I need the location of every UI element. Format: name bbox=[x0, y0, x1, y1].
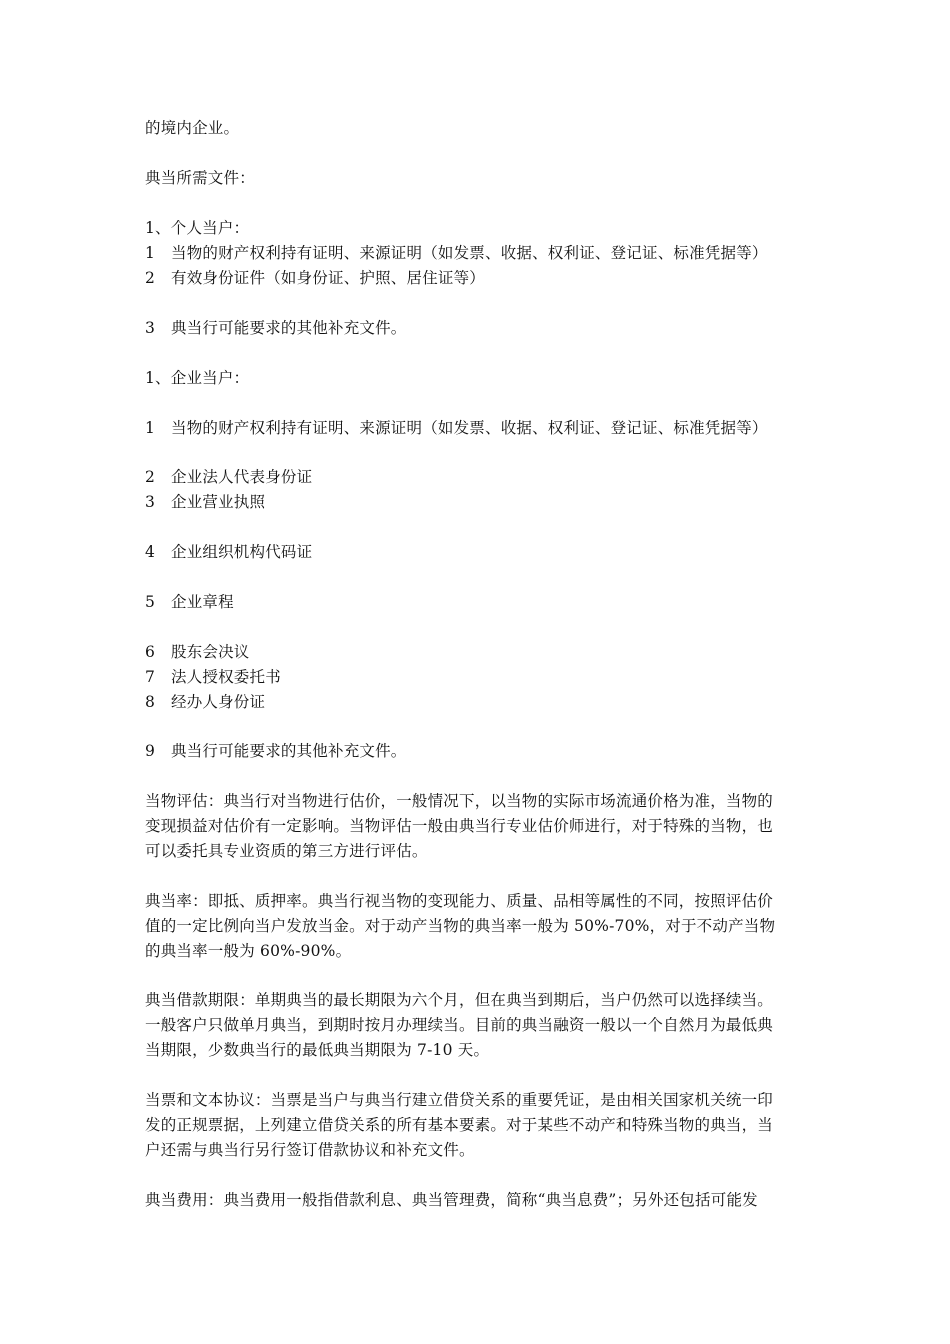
list-item: 3 典当行可能要求的其他补充文件。 bbox=[145, 319, 407, 337]
paragraph-line: 发的正规票据，上列建立借贷关系的所有基本要素。对于某些不动产和特殊当物的典当，当 bbox=[145, 1116, 774, 1134]
list-item: 1 当物的财产权利持有证明、来源证明（如发票、收据、权利证、登记证、标准凭据等） bbox=[145, 419, 768, 437]
paragraph-line: 当期限，少数典当行的最低典当期限为 7-10 天。 bbox=[145, 1041, 490, 1059]
list-item: 7 法人授权委托书 bbox=[145, 668, 281, 686]
text-line: 的境内企业。 bbox=[145, 119, 240, 137]
paragraph-line: 值的一定比例向当户发放当金。对于动产当物的典当率一般为 50%-70%，对于不动产当物 bbox=[145, 917, 776, 935]
list-item: 2 有效身份证件（如身份证、护照、居住证等） bbox=[145, 269, 486, 287]
list-item: 6 股东会决议 bbox=[145, 643, 250, 661]
paragraph-line: 一般客户只做单月典当，到期时按月办理续当。目前的典当融资一般以一个自然月为最低典 bbox=[145, 1016, 774, 1034]
paragraph-line: 典当率：即抵、质押率。典当行视当物的变现能力、质量、品相等属性的不同，按照评估价 bbox=[145, 892, 774, 910]
list-item: 1 当物的财产权利持有证明、来源证明（如发票、收据、权利证、登记证、标准凭据等） bbox=[145, 244, 768, 262]
list-item: 2 企业法人代表身份证 bbox=[145, 468, 313, 486]
paragraph-line: 户还需与典当行另行签订借款协议和补充文件。 bbox=[145, 1141, 475, 1159]
paragraph-line: 变现损益对估价有一定影响。当物评估一般由典当行专业估价师进行，对于特殊的当物，也 bbox=[145, 817, 774, 835]
list-heading: 1、个人当户： bbox=[145, 219, 250, 237]
list-item: 3 企业营业执照 bbox=[145, 493, 266, 511]
list-item: 8 经办人身份证 bbox=[145, 693, 266, 711]
text-line: 典当所需文件： bbox=[145, 169, 255, 187]
list-item: 5 企业章程 bbox=[145, 593, 234, 611]
list-item: 4 企业组织机构代码证 bbox=[145, 543, 313, 561]
paragraph-line: 典当借款期限：单期典当的最长期限为六个月，但在典当到期后，当户仍然可以选择续当。 bbox=[145, 991, 774, 1009]
list-item: 9 典当行可能要求的其他补充文件。 bbox=[145, 742, 407, 760]
paragraph-line: 典当费用：典当费用一般指借款利息、典当管理费，简称“典当息费”；另外还包括可能发 bbox=[145, 1191, 758, 1209]
list-heading: 1、企业当户： bbox=[145, 369, 250, 387]
paragraph-line: 当票和文本协议：当票是当户与典当行建立借贷关系的重要凭证，是由相关国家机关统一印 bbox=[145, 1091, 774, 1109]
paragraph-line: 可以委托具专业资质的第三方进行评估。 bbox=[145, 842, 428, 860]
paragraph-line: 的典当率一般为 60%-90%。 bbox=[145, 942, 352, 960]
paragraph-line: 当物评估：典当行对当物进行估价，一般情况下，以当物的实际市场流通价格为准，当物的 bbox=[145, 792, 774, 810]
